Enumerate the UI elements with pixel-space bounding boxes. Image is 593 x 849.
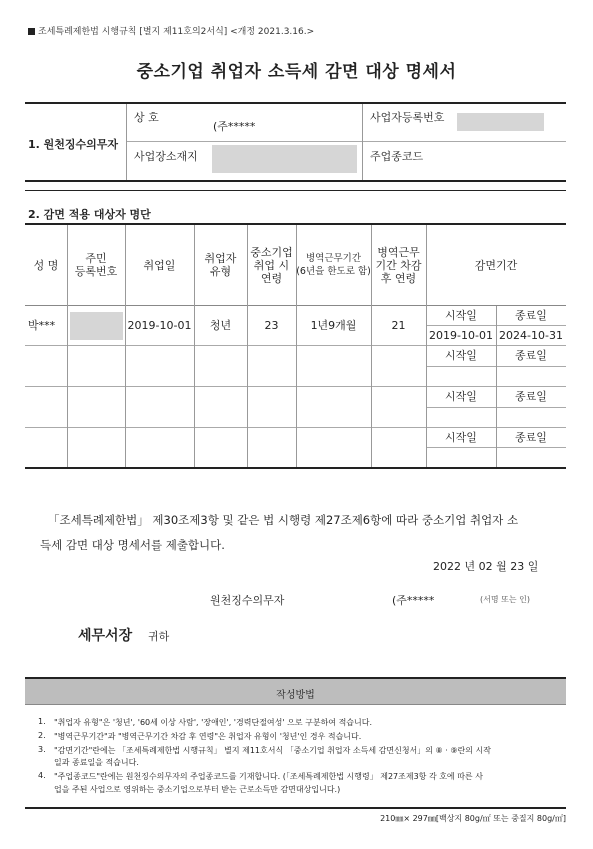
address-redacted bbox=[212, 145, 357, 173]
section1-top-border bbox=[25, 102, 566, 104]
header-exempt-period: 감면기간 bbox=[474, 258, 518, 272]
section1-label: 1. 원천징수의무자 bbox=[28, 138, 119, 151]
row1-start-label: 시작일 bbox=[445, 309, 477, 322]
business-number-label: 사업자등록번호 bbox=[370, 111, 445, 124]
header-age: 중소기업 취업 시 연령 bbox=[250, 245, 293, 285]
submission-date: 2022 년 02 월 23 일 bbox=[433, 560, 539, 573]
row1-type: 청년 bbox=[209, 319, 232, 332]
instruction-num: 2. bbox=[38, 731, 46, 740]
instruction-item-cont: 업을 주된 사업으로 영위하는 중소기업으로부터 받는 근로소득만 감면대상입니다.) bbox=[54, 785, 341, 794]
form-reference-text: 조세특례제한법 시행규칙 [별지 제11호의2서식] <개정 2021.3.16.> bbox=[38, 27, 315, 37]
page-title: 중소기업 취업자 소득세 감면 대상 명세서 bbox=[136, 62, 457, 82]
row1-start-date: 2019-10-01 bbox=[429, 329, 493, 342]
table-bottom-border bbox=[25, 467, 566, 469]
instruction-num: 1. bbox=[38, 717, 46, 726]
instruction-item: "감면기간"란에는 「조세특례제한법 시행규칙」 별지 제11호서식 「중소기업 취업자 소득세 감면신청서」의 ⑧ · ⑨란의 시작 bbox=[54, 746, 491, 755]
row2-start-label: 시작일 bbox=[445, 349, 477, 362]
withholder-value: (주***** bbox=[392, 594, 435, 607]
header-hire-date: 취업일 bbox=[143, 258, 176, 272]
row1-adjusted-age: 21 bbox=[391, 319, 406, 332]
instructions-bottom-border bbox=[25, 807, 566, 809]
row1-end-label: 종료일 bbox=[515, 309, 547, 322]
business-number-redacted bbox=[457, 113, 544, 131]
row1-end-date: 2024-10-31 bbox=[499, 329, 563, 342]
row4-end-label: 종료일 bbox=[515, 431, 547, 444]
row4-start-label: 시작일 bbox=[445, 431, 477, 444]
recipient-office: 세무서장 bbox=[78, 628, 133, 644]
address-label: 사업장소재지 bbox=[134, 150, 198, 163]
section1-divider bbox=[362, 104, 363, 180]
row1-rrn-redacted bbox=[70, 312, 123, 340]
instruction-num: 4. bbox=[38, 771, 46, 780]
instruction-item: "주업종코드"란에는 원천징수의무자의 주업종코드를 기재합니다. (「조세특례제한법 시행령」 제27조제3항 각 호에 따른 사 bbox=[54, 772, 483, 781]
recipient-suffix: 귀하 bbox=[148, 630, 170, 643]
instruction-item: "병역근무기간"과 "병역근무기간 차감 후 연령"은 취업자 유형이 '청년'인 경우 적습니다. bbox=[54, 732, 362, 741]
header-rrn: 주민 등록번호 bbox=[74, 252, 118, 278]
header-name: 성 명 bbox=[33, 258, 59, 272]
header-military-period: 병역근무기간 (6년을 한도로 함) bbox=[296, 253, 371, 277]
paper-size-note: 210㎜× 297㎜[백상지 80g/㎡ 또는 중질지 80g/㎡] bbox=[380, 814, 566, 823]
header-type: 취업자 유형 bbox=[204, 252, 237, 278]
signature-note: (서명 또는 인) bbox=[480, 595, 530, 604]
withholder-label: 원천징수의무자 bbox=[210, 594, 285, 607]
section1-bottom-border bbox=[25, 180, 566, 182]
instruction-num: 3. bbox=[38, 745, 46, 754]
statement-line1: 「조세특례제한법」 제30조제3항 및 같은 법 시행령 제27조제6항에 따라 중소기업 취업자 소 bbox=[48, 513, 519, 527]
row3-start-label: 시작일 bbox=[445, 390, 477, 403]
industry-code-label: 주업종코드 bbox=[370, 150, 424, 163]
section1-mid-border bbox=[126, 141, 566, 142]
instruction-item-cont: 일과 종료일을 적습니다. bbox=[54, 758, 139, 767]
section2-label: 2. 감면 적용 대상자 명단 bbox=[28, 208, 151, 221]
section2-separator bbox=[25, 190, 566, 191]
header-adjusted-age: 병역근무 기간 차감 후 연령 bbox=[375, 245, 422, 285]
instruction-item: "취업자 유형"은 '청년', '60세 이상 사람', '장애인', '경력단절여성' 으로 구분하여 적습니다. bbox=[54, 718, 373, 727]
statement-line2: 득세 감면 대상 명세서를 제출합니다. bbox=[40, 538, 225, 552]
row1-hire-date: 2019-10-01 bbox=[127, 319, 192, 332]
instructions-heading-border bbox=[25, 704, 566, 705]
company-name-label: 상 호 bbox=[134, 111, 159, 124]
company-name-value: (주***** bbox=[213, 120, 256, 133]
form-header-note bbox=[28, 24, 314, 37]
row1-age: 23 bbox=[264, 319, 279, 332]
row3-end-label: 종료일 bbox=[515, 390, 547, 403]
section1-divider bbox=[126, 104, 127, 180]
row1-name: 박*** bbox=[28, 319, 56, 332]
row1-military: 1년9개월 bbox=[310, 319, 357, 332]
row2-end-label: 종료일 bbox=[515, 349, 547, 362]
square-bullet-icon bbox=[28, 28, 35, 35]
instructions-heading: 작성방법 bbox=[276, 690, 315, 701]
